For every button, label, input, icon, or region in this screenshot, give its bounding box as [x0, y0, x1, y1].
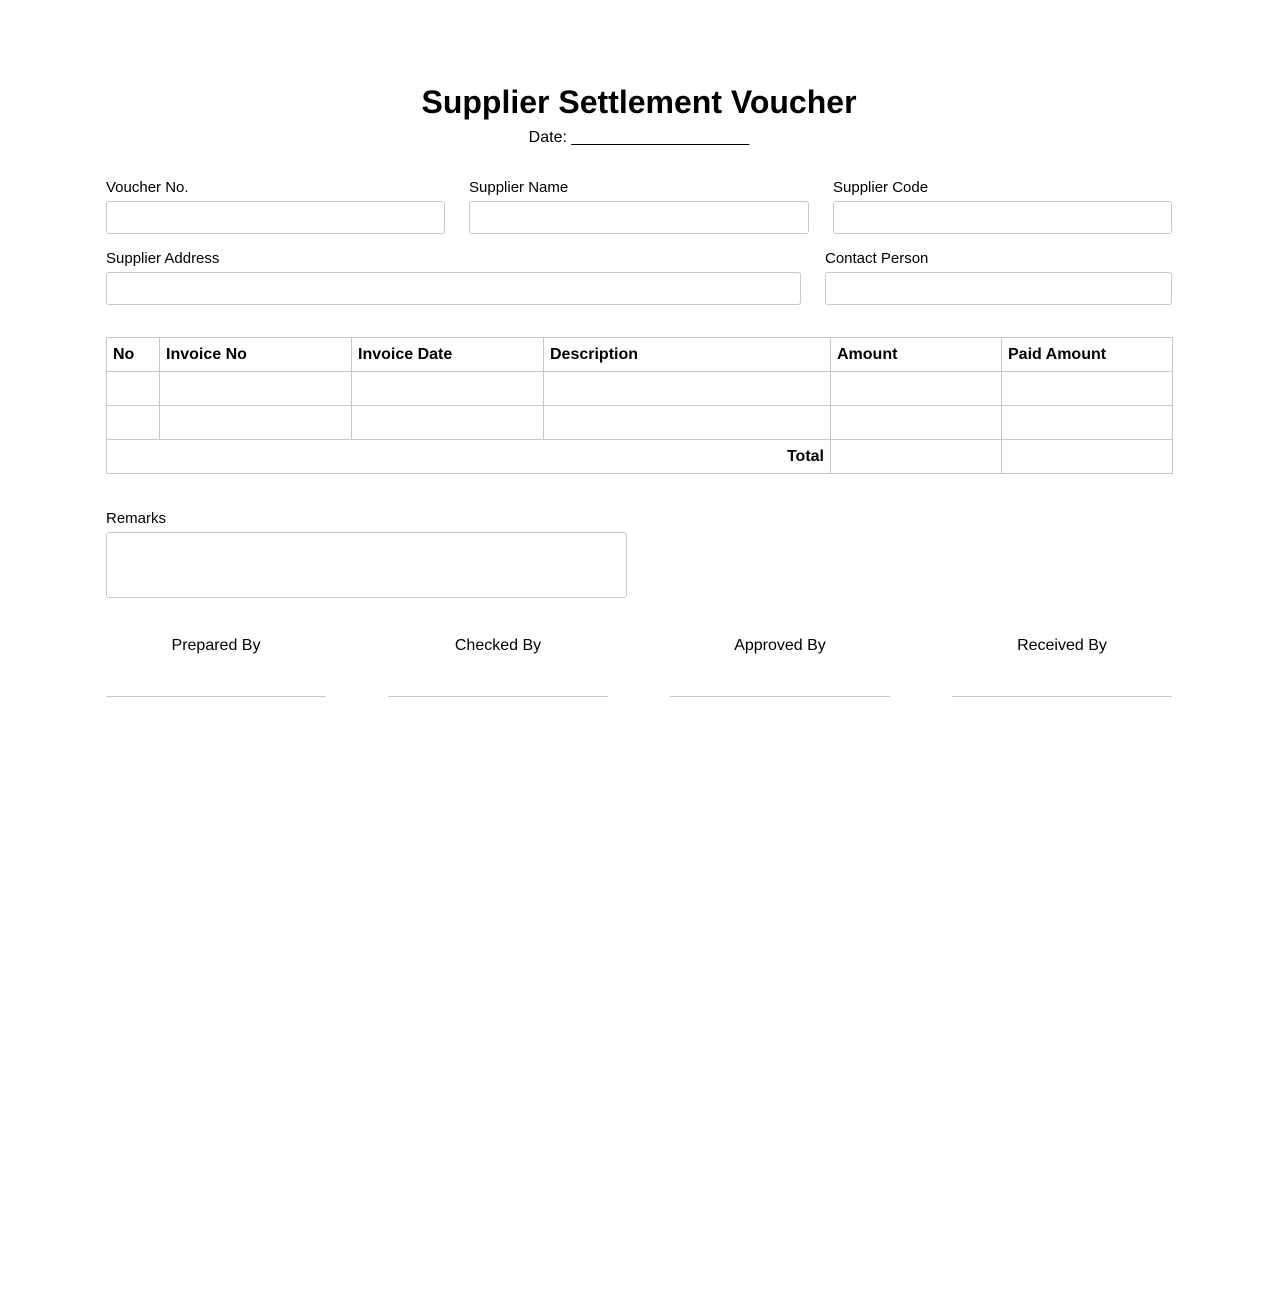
supplier-name-field[interactable]	[469, 201, 809, 234]
table-cell-paid-amount[interactable]	[1002, 406, 1173, 440]
signature-line[interactable]	[106, 696, 326, 697]
table-cell-invoice-no[interactable]	[160, 406, 352, 440]
table-cell-paid-amount[interactable]	[1002, 372, 1173, 406]
supplier-code-label: Supplier Code	[833, 179, 929, 196]
supplier-name-label: Supplier Name	[469, 179, 569, 196]
contact-person-label: Contact Person	[825, 250, 929, 267]
table-cell-invoice-date[interactable]	[352, 406, 544, 440]
voucher-no-field[interactable]	[106, 201, 445, 234]
signature-label: Received By	[1017, 637, 1107, 654]
column-header-no: No	[107, 338, 160, 372]
table-cell-amount[interactable]	[831, 406, 1002, 440]
voucher-no-label: Voucher No.	[106, 179, 189, 196]
total-row	[107, 440, 1173, 474]
signature-line[interactable]	[670, 696, 890, 697]
signature-label: Approved By	[734, 637, 826, 654]
remarks-label: Remarks	[106, 510, 167, 527]
table-cell-description[interactable]	[544, 372, 831, 406]
column-header-invoice-no: Invoice No	[160, 338, 352, 372]
total-amount-cell[interactable]	[831, 440, 1002, 474]
supplier-address-label: Supplier Address	[106, 250, 220, 267]
signature-checked-by	[388, 636, 608, 698]
signature-line[interactable]	[388, 696, 608, 697]
signature-label: Prepared By	[171, 637, 261, 654]
total-paid-cell[interactable]	[1002, 440, 1173, 474]
table-row	[107, 406, 1173, 440]
date-line: Date: ____________________	[528, 129, 750, 146]
signature-line[interactable]	[952, 696, 1172, 697]
supplier-code-field[interactable]	[833, 201, 1172, 234]
remarks-field[interactable]	[106, 532, 627, 598]
signature-prepared-by	[106, 636, 326, 698]
signature-approved-by	[670, 636, 890, 698]
table-header-row	[107, 338, 1173, 372]
signature-label: Checked By	[454, 637, 542, 654]
column-header-amount: Amount	[831, 338, 1002, 372]
column-header-description: Description	[544, 338, 831, 372]
column-header-invoice-date: Invoice Date	[352, 338, 544, 372]
table-cell-description[interactable]	[544, 406, 831, 440]
total-label: Total	[107, 440, 831, 474]
column-header-paid-amount: Paid Amount	[1002, 338, 1173, 372]
contact-person-field[interactable]	[825, 272, 1172, 305]
table-cell-invoice-no[interactable]	[160, 372, 352, 406]
table-cell-invoice-date[interactable]	[352, 372, 544, 406]
supplier-address-field[interactable]	[106, 272, 801, 305]
table-cell-no[interactable]	[107, 372, 160, 406]
table-cell-amount[interactable]	[831, 372, 1002, 406]
table-cell-no[interactable]	[107, 406, 160, 440]
signature-received-by	[952, 636, 1172, 698]
invoice-table	[106, 337, 1173, 474]
page-title: Supplier Settlement Voucher	[421, 84, 857, 120]
table-row	[107, 372, 1173, 406]
